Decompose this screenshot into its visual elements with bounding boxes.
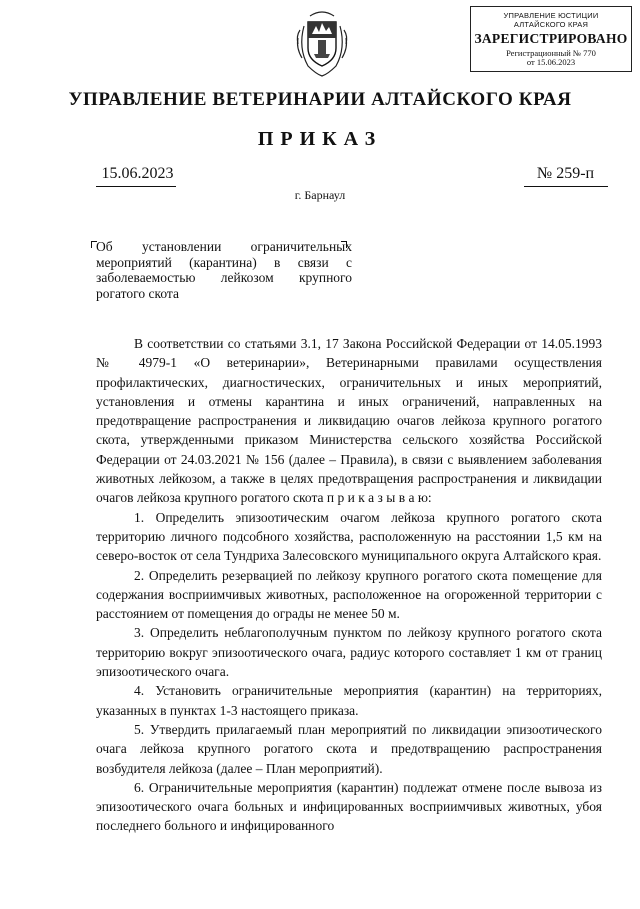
order-subject: Об установлении ограничительных мероприятий (карантина) в связи с заболеваемостью лейкозом крупного рогатого скота xyxy=(96,239,352,301)
date-underline xyxy=(96,186,176,187)
order-item: 2. Определить резервацией по лейкозу крупного рогатого скота помещение для содержания восприимчивых животных, расположенное на огороженной территории с расстоянием от помещения до ограды не менее 50 м. xyxy=(96,567,602,622)
preamble-text: В соответствии со статьями 3.1, 17 Закона Российской Федерации от 14.05.1993 № 4979-1 «О ветеринарии», Ветеринарными правилами осуществления профилактических, диагностических, ограничительных и иных мероприятий, установления и отмены карантина и иных ограничений, направленных на предотвращение распространения и ликвидацию очагов лейкоза крупного рогатого скота, утвержденными приказом Министерства сельского хозяйства Российской Федерации от 24.03.2021 № 156 (далее – Правила), в связи с выявлением заболевания животных лейкозом, а также в целях предотвращения распространения и ликвидации очагов лейкоза крупного рогатого скота xyxy=(96,336,602,506)
order-item: 5. Утвердить прилагаемый план мероприятий по ликвидации эпизоотического очага лейкоза крупного рогатого скота и предотвращению распространения возбудителя лейкоза (далее – План мероприятий). xyxy=(96,721,602,776)
stamp-status: ЗАРЕГИСТРИРОВАНО xyxy=(474,31,628,46)
order-item: 3. Определить неблагополучным пунктом по лейкозу крупного рогатого скота территорию вокруг эпизоотического очага, радиус которого составляет 1 км от границ эпизоотического очага. xyxy=(96,625,602,680)
stamp-org-line2: АЛТАЙСКОГО КРАЯ xyxy=(513,19,589,29)
order-date: 15.06.2023 xyxy=(101,165,174,182)
stamp-org-line1: УПРАВЛЕНИЕ ЮСТИЦИИ xyxy=(503,11,599,20)
order-body xyxy=(96,334,602,836)
registration-stamp xyxy=(470,6,632,72)
stamp-reg-number: Регистрационный № 770 xyxy=(506,47,596,58)
order-word: п р и к а з ы в а ю: xyxy=(326,490,432,506)
city: г. Барнаул xyxy=(294,188,346,202)
order-number: № 259-п xyxy=(536,165,595,182)
order-item: 6. Ограничительные мероприятия (карантин) подлежат отмене после вывоза из эпизоотического очага больных и инфицированных восприимчивых животных, убоя последнего больного и инфицированного xyxy=(96,779,602,834)
stamp-reg-date: от 15.06.2023 xyxy=(526,57,576,67)
order-item: 1. Определить эпизоотическим очагом лейкоза крупного рогатого скота территорию личного подсобного хозяйства, расположенную на расстоянии 1,5 км на северо-восток от села Тундриха Залесовского муниципального округа Алтайского края. xyxy=(96,509,602,564)
order-item: 4. Установить ограничительные мероприятия (карантин) на территориях, указанных в пунктах 1-3 настоящего приказа. xyxy=(96,683,602,718)
preamble-paragraph xyxy=(96,334,602,508)
coat-of-arms-emblem xyxy=(290,8,354,80)
agency-title: УПРАВЛЕНИЕ ВЕТЕРИНАРИИ АЛТАЙСКОГО КРАЯ xyxy=(68,89,572,110)
number-underline xyxy=(524,186,608,187)
document-type: ПРИКАЗ xyxy=(257,128,383,150)
